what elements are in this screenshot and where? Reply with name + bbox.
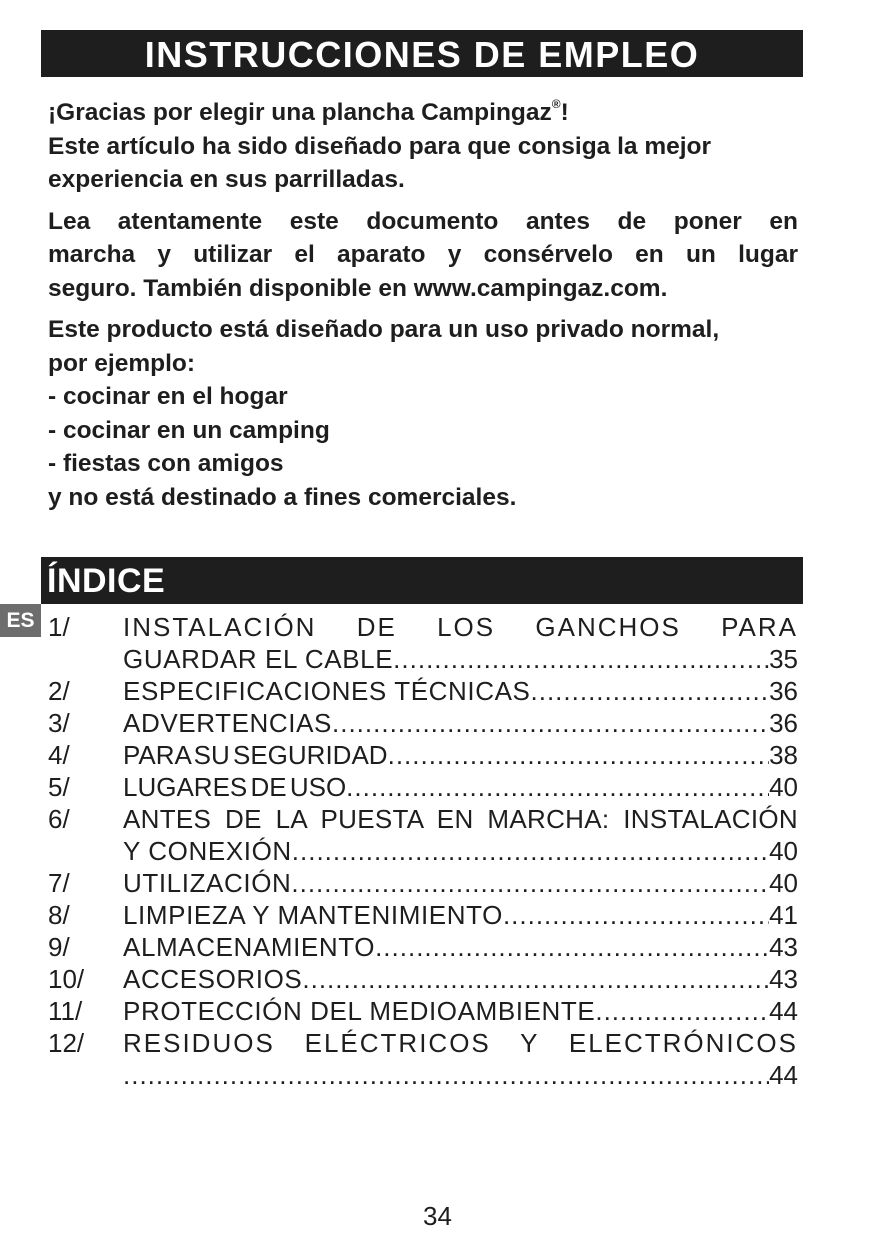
toc-number: 4/: [48, 740, 70, 770]
thanks-paragraph: [48, 96, 798, 197]
toc-leader: [375, 931, 769, 963]
toc-row: [48, 803, 798, 835]
toc-page: 36: [769, 676, 798, 706]
toc-page: 43: [769, 964, 798, 994]
toc-leader: [302, 963, 769, 995]
toc-leader: [346, 771, 769, 803]
page-title-banner: [41, 30, 803, 77]
toc-title: PARA SU SEGURIDAD: [123, 740, 388, 770]
toc-title: PROTECCIÓN DEL MEDIOAMBIENTE: [123, 996, 596, 1026]
toc-number: 1/: [48, 612, 70, 642]
use-list-item: - cocinar en el hogar: [48, 383, 288, 410]
toc-row: [48, 771, 798, 803]
toc-row: [48, 1027, 798, 1059]
use-paragraph: [48, 313, 798, 514]
toc-number: 5/: [48, 772, 70, 802]
toc-page: 43: [769, 932, 798, 962]
toc-row: [48, 931, 798, 963]
toc-page: 35: [769, 644, 798, 674]
toc-title: ESPECIFICACIONES TÉCNICAS: [123, 676, 531, 706]
toc-row: [48, 675, 798, 707]
toc-page: 44: [769, 996, 798, 1026]
thanks-line: [48, 96, 798, 130]
toc-number: 2/: [48, 676, 70, 706]
toc-title: INSTALACIÓN DE LOS GANCHOS PARA: [123, 612, 798, 642]
toc-row: [48, 707, 798, 739]
use-line-2: por ejemplo:: [48, 349, 196, 377]
page-title: INSTRUCCIONES DE EMPLEO: [144, 34, 700, 75]
toc-row: [48, 995, 798, 1027]
use-list-item: - cocinar en un camping: [48, 416, 330, 444]
toc-row-continuation: [48, 643, 798, 675]
toc-title: ADVERTENCIAS: [123, 708, 332, 738]
toc-title: RESIDUOS ELÉCTRICOS Y ELECTRÓNICOS: [123, 1028, 798, 1058]
thanks-line-3: experiencia en sus parrilladas.: [48, 166, 405, 193]
toc-page: 40: [769, 836, 798, 866]
table-of-contents: [48, 611, 798, 1091]
language-tab: [0, 604, 41, 637]
toc-title: LUGARES DE USO: [123, 772, 347, 802]
toc-title: GUARDAR EL CABLE: [123, 644, 394, 674]
toc-number: 8/: [48, 900, 70, 930]
toc-leader: [332, 707, 769, 739]
toc-leader: [503, 899, 769, 931]
language-tab-label: ES: [6, 609, 35, 632]
toc-row: [48, 611, 798, 643]
intro-section: [48, 96, 798, 514]
toc-number: 11/: [48, 996, 83, 1026]
toc-page: 36: [769, 708, 798, 738]
toc-page: 40: [769, 772, 798, 802]
toc-title: ANTES DE LA PUESTA EN MARCHA: INSTALACIÓN: [123, 804, 798, 834]
toc-number: 9/: [48, 932, 70, 962]
toc-leader: [291, 867, 769, 899]
thanks-line-2: Este artículo ha sido diseñado para que consiga la mejor: [48, 132, 712, 160]
use-list-item: - fiestas con amigos: [48, 450, 284, 477]
toc-title: ALMACENAMIENTO: [123, 932, 376, 962]
toc-row-continuation: [48, 1059, 798, 1091]
thanks-text: ¡Gracias por elegir una plancha Campingaz: [48, 99, 552, 126]
toc-row: [48, 867, 798, 899]
toc-page: 44: [769, 1060, 798, 1090]
toc-page: 38: [769, 740, 798, 770]
toc-row: [48, 899, 798, 931]
toc-leader: [388, 739, 769, 771]
index-title: ÍNDICE: [47, 562, 166, 600]
toc-leader: [393, 643, 769, 675]
toc-page: 41: [769, 900, 798, 930]
toc-title: UTILIZACIÓN: [123, 868, 292, 898]
toc-number: 7/: [48, 868, 70, 898]
toc-number: 12/: [48, 1028, 85, 1058]
read-line-1: Lea atentamente este documento antes de poner en: [48, 207, 798, 235]
toc-leader: [595, 995, 769, 1027]
toc-title: ACCESORIOS: [123, 964, 303, 994]
toc-leader: [531, 675, 770, 707]
thanks-exclamation: !: [560, 99, 569, 126]
toc-title: LIMPIEZA Y MANTENIMIENTO: [123, 900, 503, 930]
toc-page: 40: [769, 868, 798, 898]
use-closing: y no está destinado a fines comerciales.: [48, 483, 517, 511]
toc-number: 10/: [48, 964, 85, 994]
read-line-3: seguro. También disponible en www.campingaz.com.: [48, 274, 668, 302]
toc-row-continuation: [48, 835, 798, 867]
page-number: 34: [423, 1201, 452, 1231]
read-paragraph: [48, 205, 798, 306]
index-title-banner: [41, 557, 803, 604]
toc-number: 6/: [48, 804, 70, 834]
registered-mark: ®: [551, 97, 561, 111]
toc-row: [48, 963, 798, 995]
toc-number: 3/: [48, 708, 70, 738]
use-line-1: Este producto está diseñado para un uso privado normal,: [48, 316, 720, 343]
read-line-2: marcha y utilizar el aparato y consérvelo en un lugar: [48, 241, 798, 268]
toc-row: [48, 739, 798, 771]
toc-leader: [123, 1059, 769, 1091]
toc-leader: [292, 835, 769, 867]
toc-title: Y CONEXIÓN: [123, 836, 292, 866]
